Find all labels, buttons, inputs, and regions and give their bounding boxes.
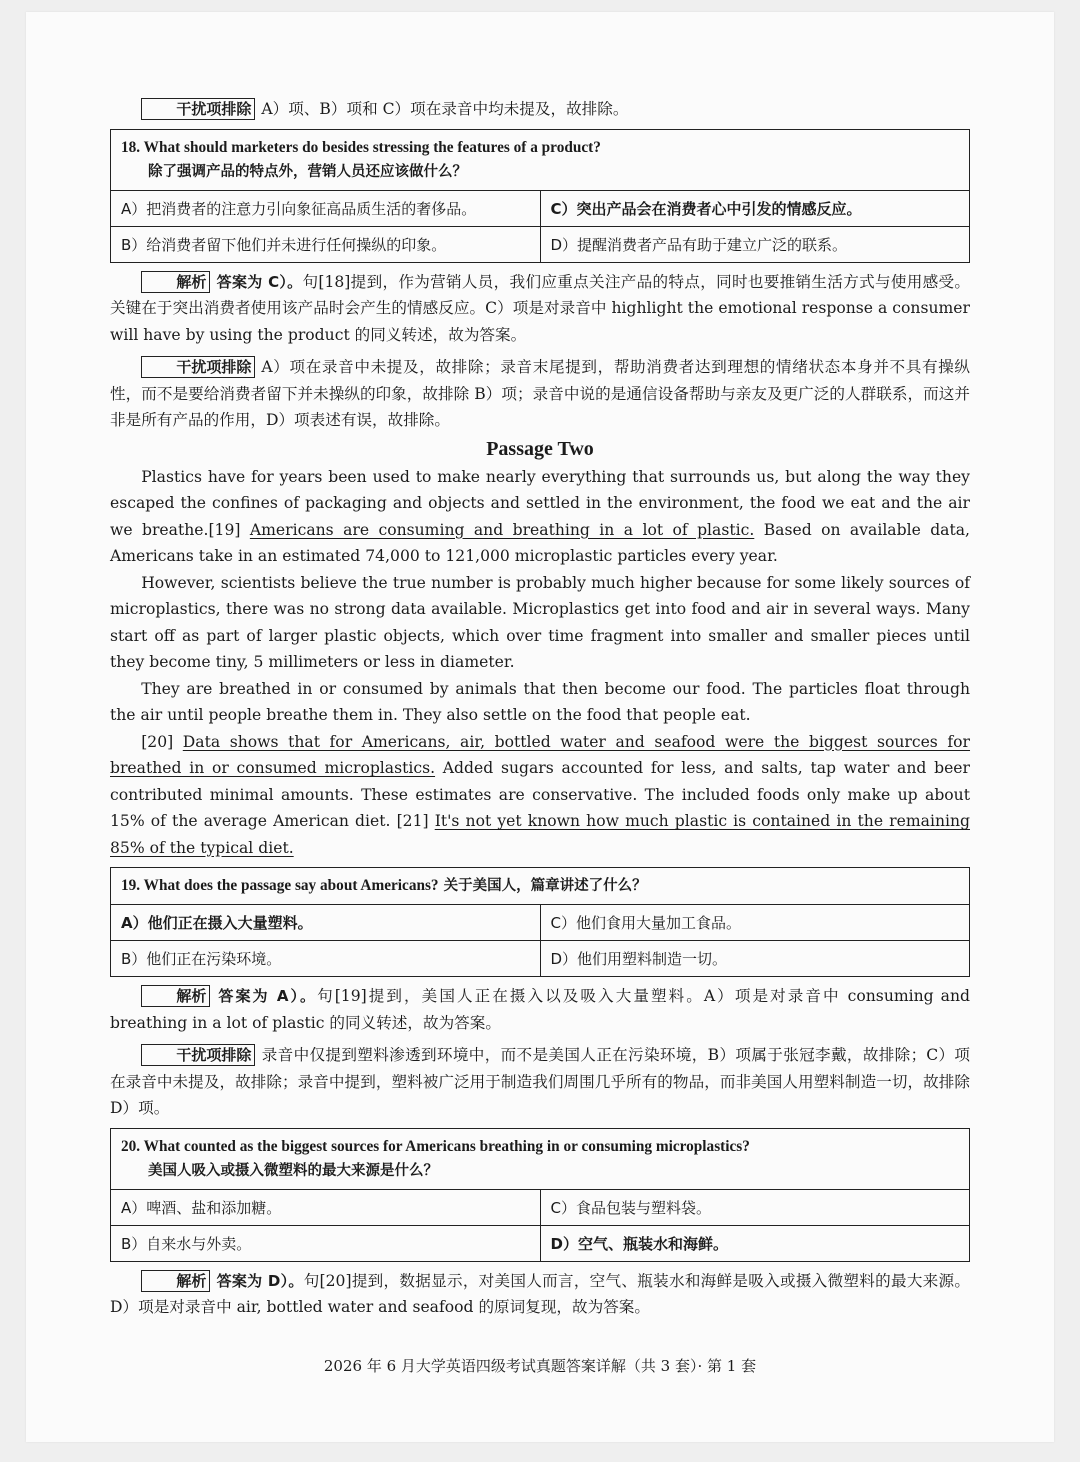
question-18-en: 18. What should marketers do besides stressing the features of a product? xyxy=(121,138,601,156)
underlined-sentence-20: Data shows that for Americans, air, bottled water and seafood were the biggest sources for breathed in or consumed microplastics. xyxy=(110,732,971,777)
distractor-19-text: 录音中仅提到塑料渗透到环境中，而不是美国人正在污染环境，B）项属于张冠李戴，故排除；C）项在录音中未提及，故排除；录音中提到，塑料被广泛用于制造我们周围几乎所有的物品，而非美国人用塑料制造一切，故排除 D）项。 xyxy=(110,1046,970,1117)
question-19-option-c: C）他们食用大量加工食品。 xyxy=(540,905,970,941)
analysis-18-text: 句[18]提到，作为营销人员，我们应重点关注产品的特点，同时也要推销生活方式与使用感受。关键在于突出消费者使用该产品时会产生的情感反应。C）项是对录音中 highlight the emotional response a consumer will have by using the product 的同义转述，故为答案。 xyxy=(110,272,971,344)
question-20-header xyxy=(111,1128,970,1189)
question-20-table xyxy=(110,1128,970,1262)
passage-paragraph-1 xyxy=(110,464,970,570)
underlined-sentence-19: Americans are consuming and breathing in a lot of plastic. xyxy=(249,520,755,539)
distractor-tag: 干扰项排除 xyxy=(141,98,255,120)
analysis-tag: 解析 xyxy=(141,271,210,293)
question-19-header xyxy=(111,868,970,905)
page-footer: 2026 年 6 月大学英语四级考试真题答案详解（共 3 套）· 第 1 套 xyxy=(323,1357,757,1375)
distractor-text: A）项、B）项和 C）项在录音中均未提及，故排除。 xyxy=(261,100,629,118)
passage-paragraph-4 xyxy=(110,729,970,862)
question-19-cn: 关于美国人，篇章讲述了什么？ xyxy=(438,878,647,894)
question-18-option-c: C）突出产品会在消费者心中引发的情感反应。 xyxy=(540,190,970,226)
distractor-tag: 干扰项排除 xyxy=(141,356,255,378)
question-19-table xyxy=(110,867,970,977)
question-20-option-a: A）啤酒、盐和添加糖。 xyxy=(111,1189,541,1225)
distractor-tag: 干扰项排除 xyxy=(141,1044,255,1066)
question-18-option-a: A）把消费者的注意力引向象征高品质生活的奢侈品。 xyxy=(111,190,541,226)
distractor-note-17 xyxy=(110,96,970,123)
content xyxy=(110,96,970,1321)
question-20-option-c: C）食品包装与塑料袋。 xyxy=(540,1189,970,1225)
question-18-option-d: D）提醒消费者产品有助于建立广泛的联系。 xyxy=(540,226,970,262)
page xyxy=(26,12,1054,1442)
passage-paragraph-3: They are breathed in or consumed by animals that then become our food. The particles float through the air until people breathe them in. They also settle on the food that people eat. xyxy=(110,679,970,724)
question-19-option-b: B）他们正在污染环境。 xyxy=(111,941,541,977)
question-20-option-b: B）自来水与外卖。 xyxy=(111,1225,541,1261)
passage-text: [20] xyxy=(141,732,183,751)
analysis-19 xyxy=(110,983,970,1036)
question-18-table xyxy=(110,129,970,263)
question-20-option-d: D）空气、瓶装水和海鲜。 xyxy=(540,1225,970,1261)
underlined-sentence-21: It's not yet known how much plastic is contained in the remaining 85% of the typical diet. xyxy=(110,812,970,857)
question-20-en: 20. What counted as the biggest sources for Americans breathing in or consuming microplastics? xyxy=(121,1137,750,1155)
question-19-option-a: A）他们正在摄入大量塑料。 xyxy=(111,905,541,941)
passage-paragraph-2: However, scientists believe the true number is probably much higher because for some likely sources of microplastics, there was no strong data available. Microplastics get into food and air in several ways. Many start off as part of larger plastic objects, which over time fragment into smaller and smaller pieces until they become tiny, 5 millimeters or less in diameter. xyxy=(110,573,970,671)
passage-title: Passage Two xyxy=(486,437,594,460)
answer-20: 答案为 D）。 xyxy=(216,1271,304,1290)
distractor-18 xyxy=(110,354,970,434)
question-19-en: 19. What does the passage say about Americans? xyxy=(121,877,439,894)
question-18-header xyxy=(111,129,970,190)
answer-18: 答案为 C）。 xyxy=(216,272,303,291)
analysis-20 xyxy=(110,1268,970,1321)
analysis-20-text: 句[20]提到，数据显示，对美国人而言，空气、瓶装水和海鲜是吸入或摄入微塑料的最大来源。D）项是对录音中 air, bottled water and seafood 的原词复现，故为答案。 xyxy=(110,1271,970,1316)
analysis-18 xyxy=(110,269,970,349)
question-19-option-d: D）他们用塑料制造一切。 xyxy=(540,941,970,977)
question-18-cn: 除了强调产品的特点外，营销人员还应该做什么？ xyxy=(148,163,467,180)
distractor-18-text: A）项在录音中未提及，故排除；录音末尾提到，帮助消费者达到理想的情绪状态本身并不具有操纵性，而不是要给消费者留下并未操纵的印象，故排除 B）项；录音中说的是通信设备帮助与亲友及更广泛的人群联系，而这并非是所有产品的作用，D）项表述有误，故排除。 xyxy=(110,358,970,429)
distractor-19 xyxy=(110,1042,970,1122)
passage-text: Plastics have for years been used to make nearly everything that surrounds us, but along the way they escaped the confines of packaging and objects and settled in the environment, the food we eat and the air we breathe.[19] xyxy=(110,467,970,539)
passage-text: Added sugars accounted for less, and salts, tap water and beer contributed minimal amounts. These estimates are conservative. The included foods only make up about 15% of the average American diet. [21] xyxy=(110,759,970,830)
question-18-option-b: B）给消费者留下他们并未进行任何操纵的印象。 xyxy=(111,226,541,262)
analysis-19-text: 句[19]提到，美国人正在摄入以及吸入大量塑料。A）项是对录音中 consuming and breathing in a lot of plastic 的同义转述，故为答案。 xyxy=(110,987,970,1032)
analysis-tag: 解析 xyxy=(141,1270,210,1292)
passage-text: Based on available data, Americans take in an estimated 74,000 to 121,000 microplastic particles every year. xyxy=(110,520,971,565)
answer-19: 答案为 A）。 xyxy=(216,987,318,1005)
analysis-tag: 解析 xyxy=(141,985,210,1007)
question-20-cn: 美国人吸入或摄入微塑料的最大来源是什么？ xyxy=(148,1162,438,1179)
